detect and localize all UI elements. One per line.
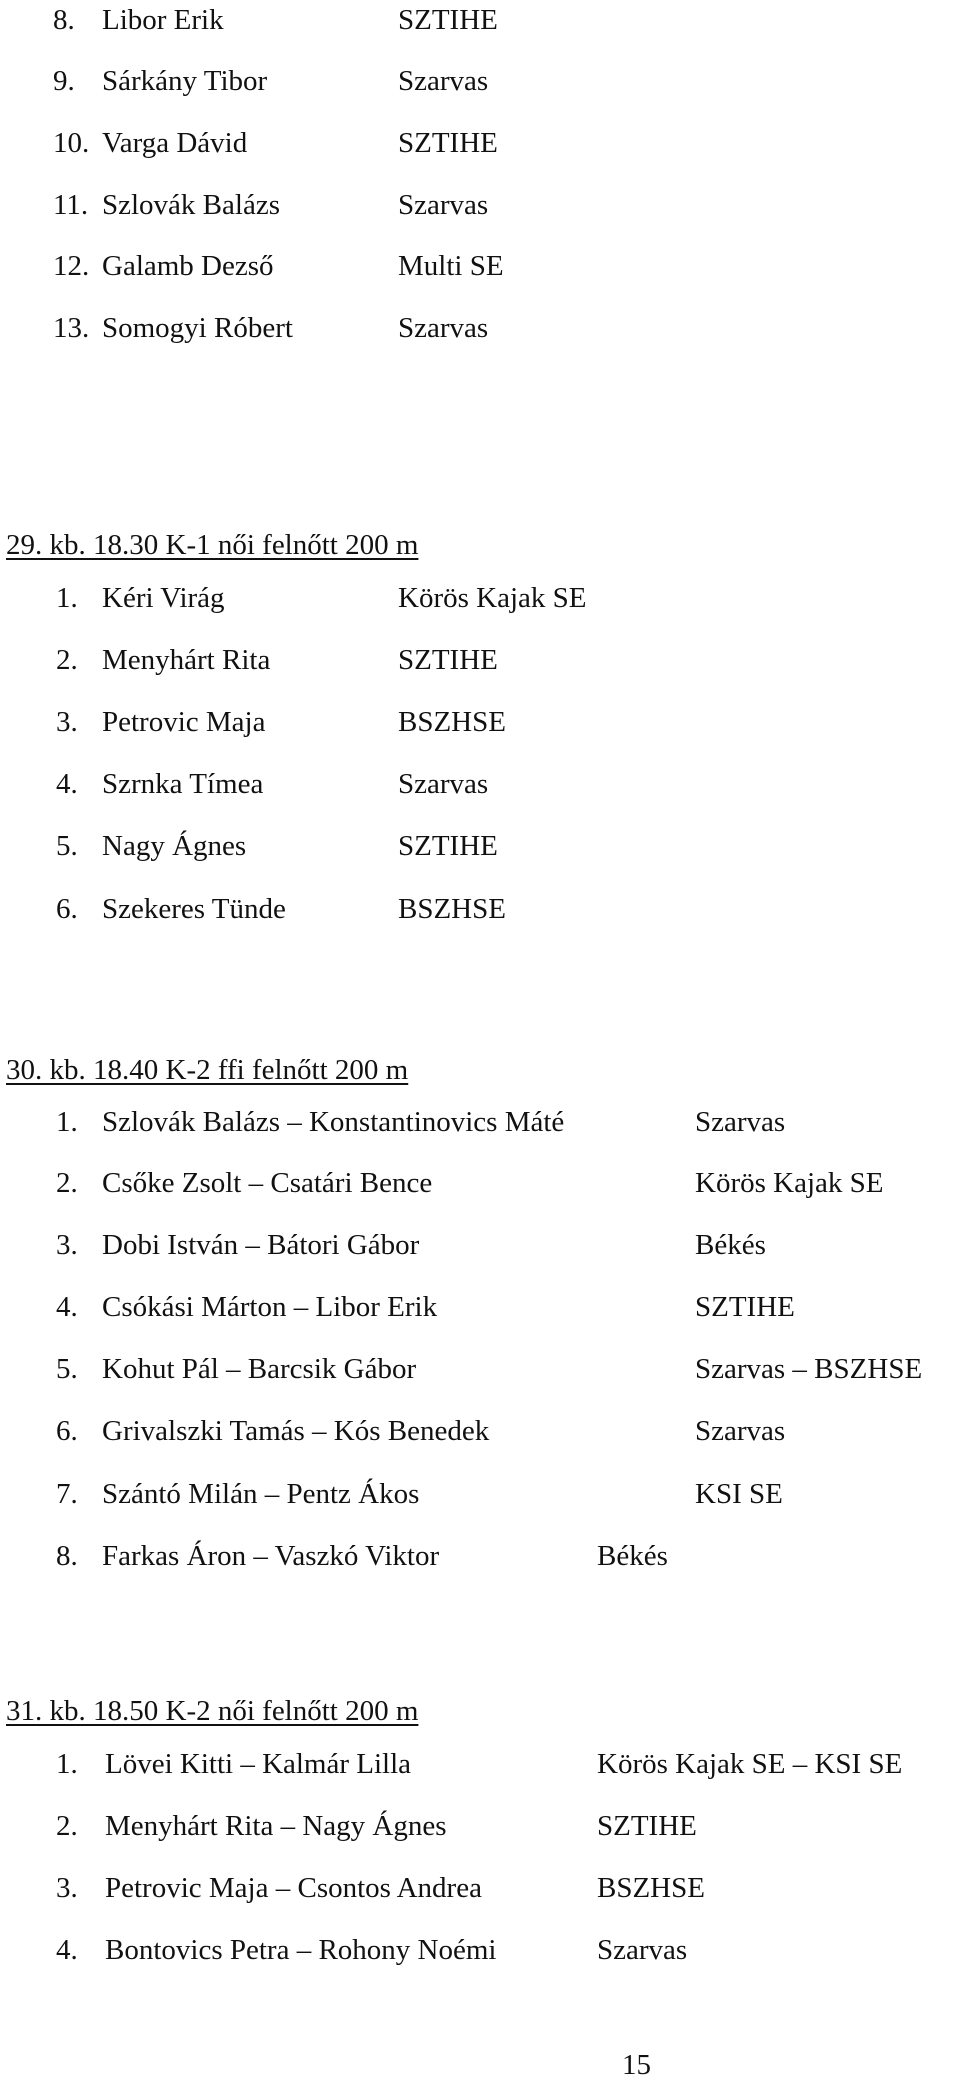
club-name: SZTIHE (597, 1810, 697, 1842)
club-name: SZTIHE (398, 127, 498, 159)
rank: 2. (56, 644, 78, 676)
club-name: BSZHSE (398, 893, 506, 925)
rank: 2. (56, 1810, 78, 1842)
athlete-name: Sárkány Tibor (102, 65, 268, 97)
athlete-name: Varga Dávid (102, 127, 248, 159)
athlete-name: Szlovák Balázs (102, 189, 280, 221)
athlete-name: Libor Erik (102, 4, 224, 36)
rank: 8. (53, 4, 75, 36)
rank: 9. (53, 65, 75, 97)
list-item (0, 1806, 960, 1846)
club-name: Szarvas – BSZHSE (695, 1353, 923, 1385)
club-name: BSZHSE (398, 706, 506, 738)
list-item (0, 578, 960, 618)
list-item (0, 61, 960, 101)
rank: 1. (56, 1748, 78, 1780)
athlete-name: Kéri Virág (102, 582, 225, 614)
race-heading: 29. kb. 18.30 K-1 női felnőtt 200 m (6, 529, 419, 561)
athlete-name: Somogyi Róbert (102, 312, 293, 344)
rank: 4. (56, 768, 78, 800)
rank: 1. (56, 582, 78, 614)
crew-names: Dobi István – Bátori Gábor (102, 1229, 420, 1261)
rank: 1. (56, 1106, 78, 1138)
club-name: Szarvas (398, 65, 489, 97)
athlete-name: Galamb Dezső (102, 250, 274, 282)
club-name: Szarvas (398, 312, 489, 344)
club-name: Békés (597, 1540, 668, 1572)
rank: 4. (56, 1291, 78, 1323)
crew-names: Szántó Milán – Pentz Ákos (102, 1478, 420, 1510)
club-name: SZTIHE (695, 1291, 795, 1323)
club-name: SZTIHE (398, 4, 498, 36)
club-name: Szarvas (398, 768, 489, 800)
rank: 10. (53, 127, 90, 159)
club-name: Szarvas (398, 189, 489, 221)
crew-names: Grivalszki Tamás – Kós Benedek (102, 1415, 490, 1447)
club-name: Körös Kajak SE (398, 582, 587, 614)
list-item (0, 889, 960, 929)
list-item (0, 702, 960, 742)
club-name: SZTIHE (398, 830, 498, 862)
rank: 5. (56, 830, 78, 862)
list-item (0, 640, 960, 680)
list-item (0, 123, 960, 163)
rank: 6. (56, 1415, 78, 1447)
list-item (0, 764, 960, 804)
crew-names: Lövei Kitti – Kalmár Lilla (105, 1748, 412, 1780)
club-name: Szarvas (597, 1934, 688, 1966)
list-item (0, 1102, 960, 1142)
list-item (0, 826, 960, 866)
rank: 13. (53, 312, 90, 344)
athlete-name: Nagy Ágnes (102, 830, 247, 862)
rank: 3. (56, 1872, 78, 1904)
rank: 6. (56, 893, 78, 925)
crew-names: Farkas Áron – Vaszkó Viktor (102, 1540, 440, 1572)
rank: 5. (56, 1353, 78, 1385)
club-name: Szarvas (695, 1415, 786, 1447)
crew-names: Szlovák Balázs – Konstantinovics Máté (102, 1106, 565, 1138)
rank: 3. (56, 1229, 78, 1261)
list-item (0, 308, 960, 348)
list-item (0, 246, 960, 286)
club-name: Multi SE (398, 250, 504, 282)
club-name: KSI SE (695, 1478, 783, 1510)
crew-names: Menyhárt Rita – Nagy Ágnes (105, 1810, 447, 1842)
rank: 2. (56, 1167, 78, 1199)
list-item (0, 1411, 960, 1451)
list-item (0, 1536, 960, 1576)
athlete-name: Szrnka Tímea (102, 768, 264, 800)
crew-names: Bontovics Petra – Rohony Noémi (105, 1934, 497, 1966)
athlete-name: Szekeres Tünde (102, 893, 286, 925)
list-item (0, 1163, 960, 1203)
club-name: Békés (695, 1229, 766, 1261)
rank: 3. (56, 706, 78, 738)
page-number: 15 (622, 2049, 651, 2081)
list-item (0, 1744, 960, 1784)
list-item (0, 185, 960, 225)
list-item (0, 1225, 960, 1265)
list-item (0, 1287, 960, 1327)
club-name: SZTIHE (398, 644, 498, 676)
crew-names: Csókási Márton – Libor Erik (102, 1291, 438, 1323)
crew-names: Petrovic Maja – Csontos Andrea (105, 1872, 482, 1904)
club-name: BSZHSE (597, 1872, 705, 1904)
rank: 11. (53, 189, 89, 221)
athlete-name: Menyhárt Rita (102, 644, 271, 676)
rank: 7. (56, 1478, 78, 1510)
list-item (0, 1868, 960, 1908)
list-item (0, 1474, 960, 1514)
rank: 12. (53, 250, 90, 282)
club-name: Szarvas (695, 1106, 786, 1138)
list-item (0, 1349, 960, 1389)
crew-names: Kohut Pál – Barcsik Gábor (102, 1353, 417, 1385)
race-heading: 30. kb. 18.40 K-2 ffi felnőtt 200 m (6, 1054, 409, 1086)
rank: 8. (56, 1540, 78, 1572)
list-item (0, 1930, 960, 1970)
athlete-name: Petrovic Maja (102, 706, 266, 738)
crew-names: Csőke Zsolt – Csatári Bence (102, 1167, 433, 1199)
club-name: Körös Kajak SE (695, 1167, 884, 1199)
race-heading: 31. kb. 18.50 K-2 női felnőtt 200 m (6, 1695, 419, 1727)
rank: 4. (56, 1934, 78, 1966)
club-name: Körös Kajak SE – KSI SE (597, 1748, 903, 1780)
list-item (0, 0, 960, 40)
